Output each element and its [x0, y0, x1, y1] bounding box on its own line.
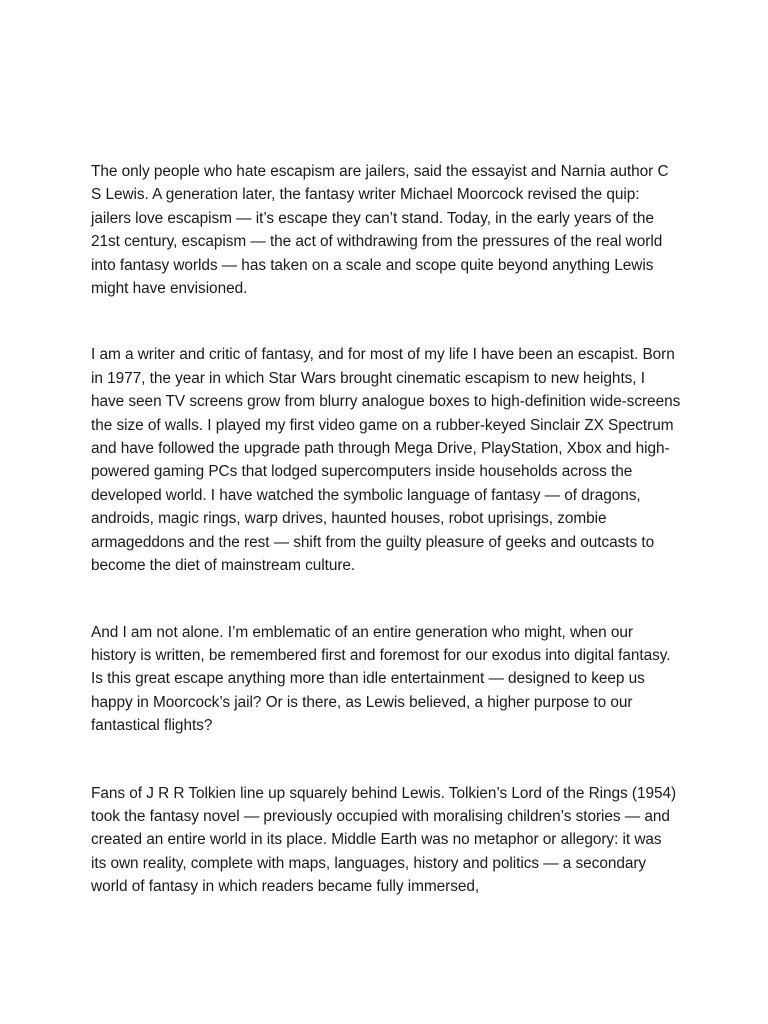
paragraph-2: I am a writer and critic of fantasy, and for most of my life I have been an escapist. Born in 1977, the year in which Star Wars brought cinematic escapism to new heights, I have seen TV screens grow from blurry analogue boxes to high-definition wide-screens the size of walls. I played my first video game on a rubber-keyed Sinclair ZX Spectrum and have followed the upgrade path through Mega Drive, PlayStation, Xbox and high-powered gaming PCs that lodged supercomputers inside households across the developed world. I have watched the symbolic language of fantasy — of dragons, androids, magic rings, warp drives, haunted houses, robot uprisings, zombie armageddons and the rest — shift from the guilty pleasure of geeks and outcasts to become the diet of mainstream culture. — [91, 346, 681, 575]
paragraph-3: And I am not alone. I’m emblematic of an entire generation who might, when our history is written, be remembered first and foremost for our exodus into digital fantasy. Is this great escape anything more than idle entertainment — designed to keep us happy in Moorcock’s jail? Or is there, as Lewis believed, a higher purpose to our fantastical flights? — [91, 623, 671, 735]
paragraph-4: Fans of J R R Tolkien line up squarely behind Lewis. Tolkien’s Lord of the Rings (1954) took the fantasy novel — previously occupied with moralising children’s stories — and created an entire world in its place. Middle Earth was no metaphor or allegory: it was its own reality, complete with maps, languages, history and politics — a secondary world of fantasy in which readers became fully immersed, — [91, 784, 677, 896]
paragraph-1: The only people who hate escapism are jailers, said the essayist and Narnia author C S Lewis. A generation later, the fantasy writer Michael Moorcock revised the quip: jailers love escapism — it’s escape they can’t stand. Today, in the early years of the 21st century, escapism — the act of withdrawing from the pressures of the real world into fantasy worlds — has taken on a scale and scope quite beyond anything Lewis might have envisioned. — [91, 163, 669, 298]
document-body — [91, 160, 681, 899]
